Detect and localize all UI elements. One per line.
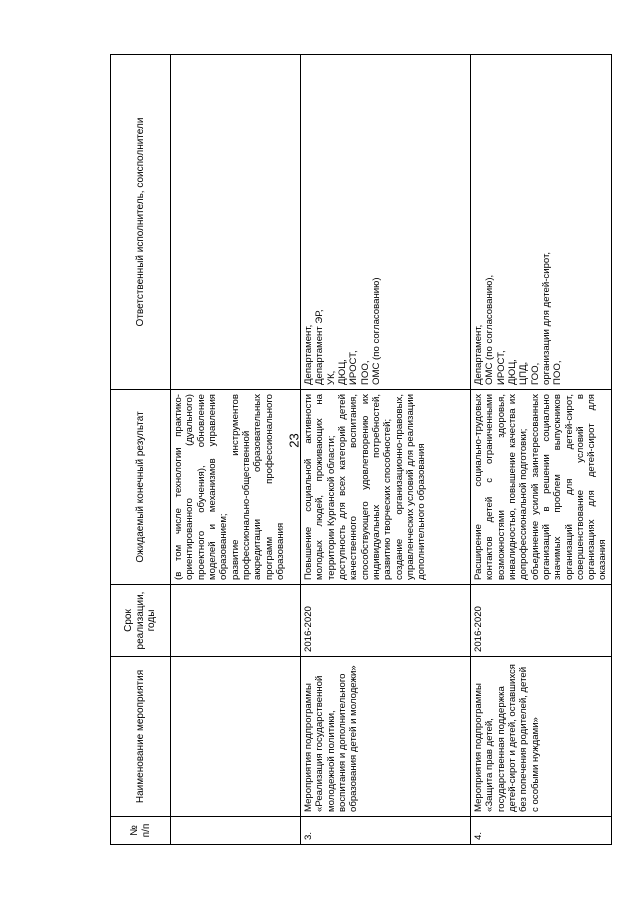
measures-table (110, 54, 612, 845)
table-row (471, 55, 612, 845)
table-header-row (111, 55, 171, 845)
page-number: 23 (286, 433, 302, 448)
table-rotated-container (110, 55, 609, 845)
header-term: Срок реализации, годы (111, 585, 171, 657)
table-row (171, 55, 301, 845)
cell-term: 2016-2020 (471, 585, 612, 657)
header-result: Ожидаемый конечный результат (111, 390, 171, 585)
cell-num: 4. (471, 817, 612, 845)
cell-result: (в том числе технологии практико-ориентированного (дуального) проектного обучения), обновление моделей и механизмов управления образованием; развитие инструментов профессионально-общественной аккредитации образовательных программ профессионального образования (171, 390, 301, 585)
cell-term (171, 585, 301, 657)
cell-result: Повышение социальной активности молодых людей, проживающих на территории Курганской области; доступность для всех категорий детей качественного воспитания, способствующего удовлетворению их индивидуальных потребностей, развитию творческих способностей; создание организационно-правовых, управленческих условий для реализации дополнительного образования (301, 390, 471, 585)
cell-num: 3. (301, 817, 471, 845)
cell-name: Мероприятия подпрограммы «Защита прав детей, государственная поддержка детей-сирот и детей, оставшихся без попечения родителей, детей с особыми нуждами» (471, 657, 612, 817)
table-row (301, 55, 471, 845)
cell-responsible: Департамент, ОМС (по согласованию), ИРОСТ, ДЮЦ, ЦПД, ГОО, организации для детей-сирот, ПОО, (471, 55, 612, 390)
header-num: № п/п (111, 817, 171, 845)
header-responsible: Ответственный исполнитель, соисполнители (111, 55, 171, 390)
cell-responsible (171, 55, 301, 390)
cell-name: Мероприятия подпрограммы «Реализация государственной молодежной политики, воспитания и дополнительного образования детей и молодежи» (301, 657, 471, 817)
header-name: Наименование мероприятия (111, 657, 171, 817)
cell-num (171, 817, 301, 845)
cell-term: 2016-2020 (301, 585, 471, 657)
cell-name (171, 657, 301, 817)
cell-result: Расширение социально-трудовых контактов детей с ограниченными возможностями здоровья, инвалидностью, повышение качества их допрофессиональной подготовки; объединение усилий заинтересованных организаций в решении социально значимых проблем выпускников организаций для детей-сирот, совершенствование условий в организациях для детей-сирот для оказания (471, 390, 612, 585)
cell-responsible: Департамент, Департамент ЭР, УК, ДЮЦ, ИРОСТ, ПОО, ОМС (по согласованию) (301, 55, 471, 390)
